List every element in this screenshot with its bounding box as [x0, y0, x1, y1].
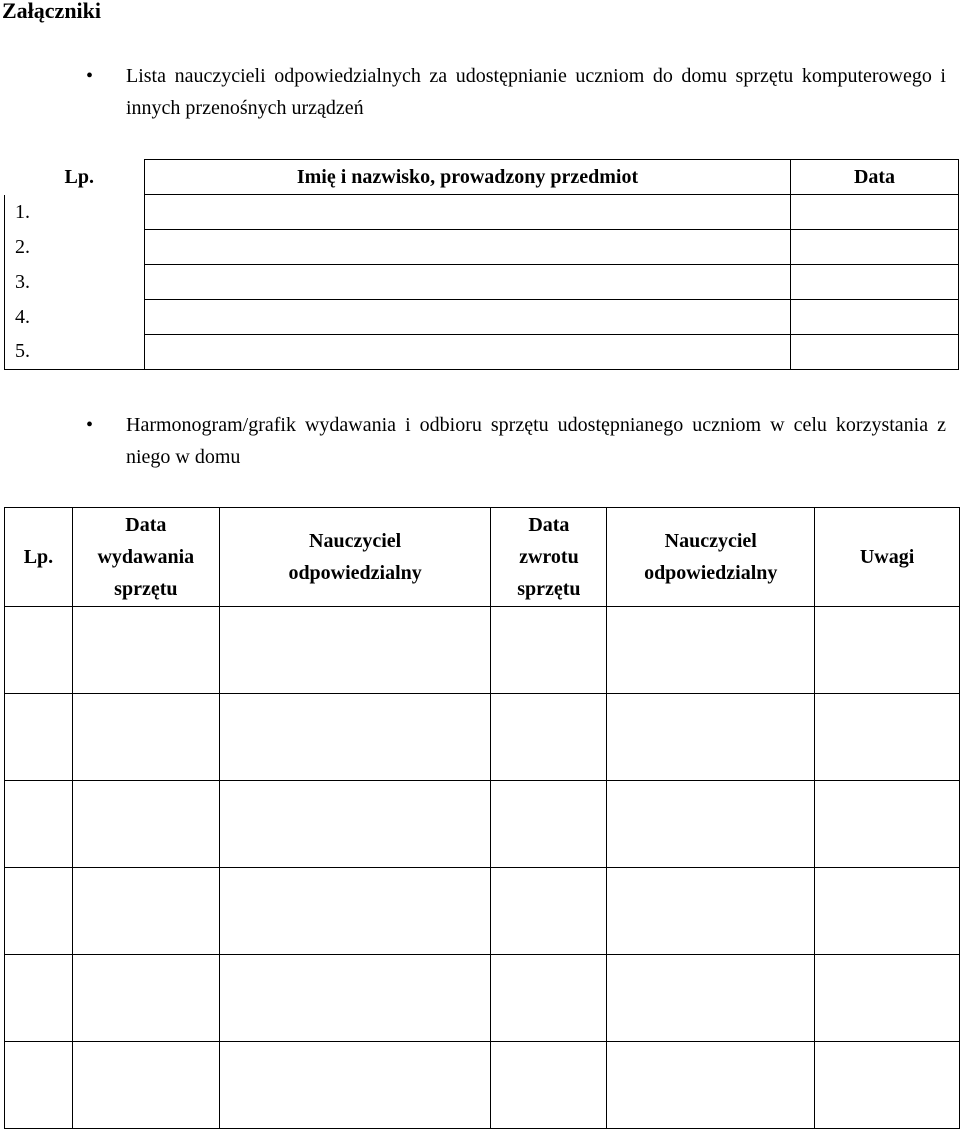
lp-cell[interactable]	[5, 955, 73, 1042]
header-line: odpowiedzialny	[644, 562, 778, 584]
date-cell[interactable]	[791, 335, 959, 370]
teacher-return-cell[interactable]	[607, 868, 815, 955]
notes-cell[interactable]	[815, 955, 960, 1042]
page-title: Załączniki	[2, 0, 102, 23]
table-row	[5, 868, 960, 955]
header-lp: Lp.	[64, 165, 94, 188]
table-row	[5, 335, 959, 370]
bullet-icon: •	[86, 65, 94, 87]
header-line: odpowiedzialny	[288, 562, 422, 584]
header-line: sprzętu	[517, 578, 581, 600]
section-1-text: Lista nauczycieli odpowiedzialnych za udostępnianie uczniom do domu sprzętu komputerowego i innych przenośnych urządzeń	[126, 65, 946, 119]
teacher-cell[interactable]	[219, 1042, 491, 1129]
return-date-cell[interactable]	[491, 955, 607, 1042]
teacher-cell[interactable]	[219, 868, 491, 955]
header-line: sprzętu	[114, 578, 178, 600]
name-cell[interactable]	[145, 230, 791, 265]
header-line: Uwagi	[859, 546, 915, 568]
header-responsible-teacher	[219, 508, 491, 607]
lp-cell[interactable]	[5, 781, 73, 868]
table-row	[5, 607, 960, 694]
name-cell[interactable]	[145, 195, 791, 230]
header-lp	[5, 508, 73, 607]
schedule-table-body	[5, 607, 960, 1129]
issue-date-cell[interactable]	[72, 781, 219, 868]
issue-date-cell[interactable]	[72, 955, 219, 1042]
table-row	[5, 230, 959, 265]
teacher-return-cell[interactable]	[607, 1042, 815, 1129]
lp-cell[interactable]	[5, 868, 73, 955]
table-row	[5, 781, 960, 868]
teacher-cell[interactable]	[219, 607, 491, 694]
header-date: Data	[791, 160, 959, 195]
section-2-text: Harmonogram/grafik wydawania i odbioru sprzętu udostępnianego uczniom w celu korzystania z niego w domu	[126, 414, 946, 468]
header-notes	[815, 508, 960, 607]
lp-cell[interactable]	[5, 607, 73, 694]
teachers-table-header	[5, 160, 959, 195]
table-row	[5, 1042, 960, 1129]
date-cell[interactable]	[791, 300, 959, 335]
notes-cell[interactable]	[815, 607, 960, 694]
header-issue-date	[72, 508, 219, 607]
header-line: Data	[125, 514, 167, 536]
teacher-return-cell[interactable]	[607, 607, 815, 694]
return-date-cell[interactable]	[491, 868, 607, 955]
row-number: 1.	[5, 195, 145, 230]
return-date-cell[interactable]	[491, 607, 607, 694]
teacher-return-cell[interactable]	[607, 694, 815, 781]
notes-cell[interactable]	[815, 868, 960, 955]
issue-date-cell[interactable]	[72, 1042, 219, 1129]
header-line: Nauczyciel	[664, 530, 757, 552]
date-cell[interactable]	[791, 195, 959, 230]
lp-cell[interactable]	[5, 694, 73, 781]
name-cell[interactable]	[145, 265, 791, 300]
return-date-cell[interactable]	[491, 694, 607, 781]
notes-cell[interactable]	[815, 694, 960, 781]
name-cell[interactable]	[145, 300, 791, 335]
date-cell[interactable]	[791, 265, 959, 300]
teacher-cell[interactable]	[219, 694, 491, 781]
lp-cell[interactable]	[5, 1042, 73, 1129]
header-line: Lp.	[23, 546, 54, 568]
section-1-item	[86, 60, 946, 124]
table-row	[5, 694, 960, 781]
row-number: 5.	[5, 335, 145, 370]
issue-date-cell[interactable]	[72, 607, 219, 694]
header-name-subject: Imię i nazwisko, prowadzony przedmiot	[145, 160, 791, 195]
teacher-cell[interactable]	[219, 955, 491, 1042]
row-number: 3.	[5, 265, 145, 300]
table-row	[5, 955, 960, 1042]
notes-cell[interactable]	[815, 1042, 960, 1129]
teacher-cell[interactable]	[219, 781, 491, 868]
header-line: zwrotu	[519, 546, 579, 568]
bullet-icon: •	[86, 414, 94, 436]
return-date-cell[interactable]	[491, 1042, 607, 1129]
header-line: Data	[528, 514, 570, 536]
teacher-return-cell[interactable]	[607, 781, 815, 868]
header-return-date	[491, 508, 607, 607]
date-cell[interactable]	[791, 230, 959, 265]
issue-date-cell[interactable]	[72, 868, 219, 955]
row-number: 2.	[5, 230, 145, 265]
table-row	[5, 265, 959, 300]
section-2-item	[86, 409, 946, 473]
notes-cell[interactable]	[815, 781, 960, 868]
teacher-return-cell[interactable]	[607, 955, 815, 1042]
schedule-table	[4, 507, 960, 1129]
table-row	[5, 300, 959, 335]
issue-date-cell[interactable]	[72, 694, 219, 781]
header-line: wydawania	[97, 546, 195, 568]
name-cell[interactable]	[145, 335, 791, 370]
row-number: 4.	[5, 300, 145, 335]
schedule-table-header	[5, 508, 960, 607]
header-line: Nauczyciel	[309, 530, 402, 552]
teachers-table	[4, 159, 959, 370]
table-row	[5, 195, 959, 230]
header-responsible-teacher-return	[607, 508, 815, 607]
return-date-cell[interactable]	[491, 781, 607, 868]
